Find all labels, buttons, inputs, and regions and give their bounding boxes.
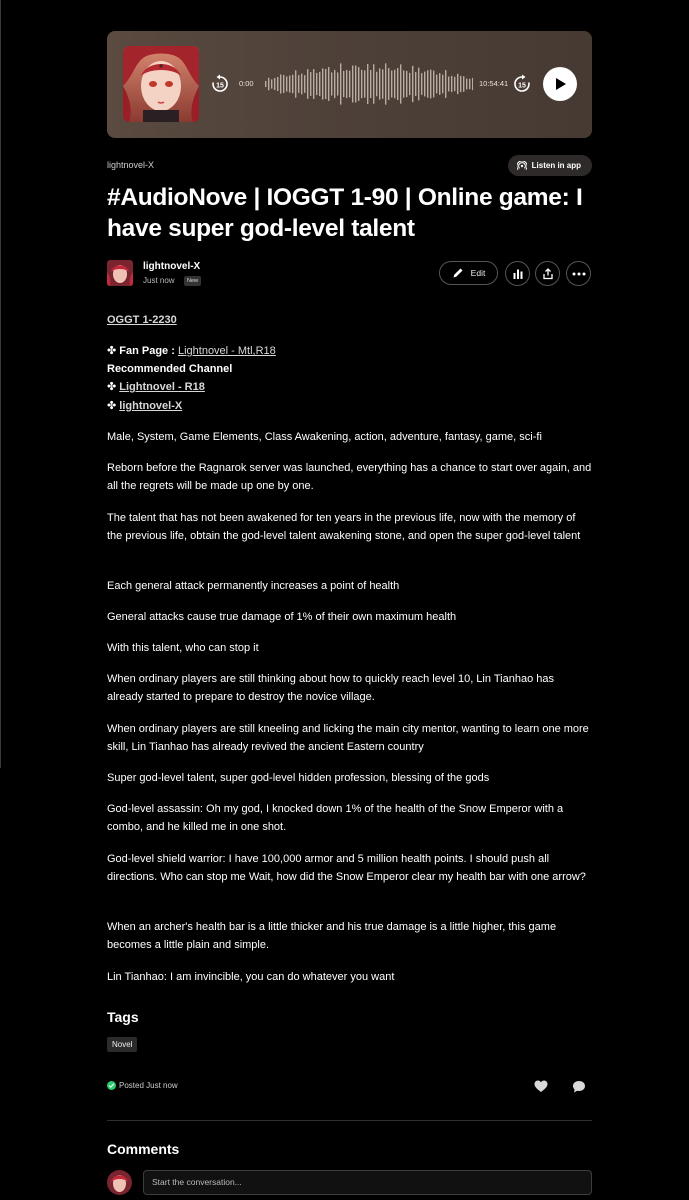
waveform-bar — [346, 70, 347, 98]
waveform-bar — [409, 73, 410, 95]
user-avatar — [107, 1170, 132, 1195]
waveform-bar — [412, 66, 413, 102]
fan-page-line — [107, 342, 592, 360]
waveform-bar — [298, 75, 299, 93]
more-options-button[interactable] — [566, 261, 591, 286]
waveform-bar — [433, 71, 434, 98]
paragraph: With this talent, who can stop it — [107, 642, 259, 654]
paragraph: Lin Tianhao: I am invincible, you can do whatever you want — [107, 971, 395, 983]
waveform-bar — [295, 70, 296, 97]
waveform-bar — [439, 73, 440, 95]
waveform-bar — [268, 78, 269, 91]
waveform-bar — [472, 78, 473, 90]
edit-label: Edit — [470, 268, 486, 278]
waveform-bar — [421, 73, 422, 95]
recommended-line-2 — [107, 397, 592, 415]
waveform-bar — [379, 68, 380, 99]
waveform-bar — [436, 75, 437, 94]
waveform-bar — [388, 68, 389, 100]
waveform-bar — [307, 69, 308, 99]
waveform-bar — [469, 79, 470, 89]
stats-button[interactable] — [505, 261, 530, 286]
waveform-bar — [445, 70, 446, 98]
recommended-line-1 — [107, 378, 592, 396]
series-link[interactable]: OGGT 1-2230 — [107, 314, 177, 326]
waveform-bar — [274, 78, 275, 90]
waveform-bar — [361, 70, 362, 98]
rec2-link[interactable]: lightnovel-X — [119, 400, 183, 412]
waveform-bar — [406, 71, 407, 97]
waveform-bar — [322, 68, 323, 99]
paragraph: Reborn before the Ragnarok server was launched, everything has a chance to start over again, and all the regrets will be made up one by one. — [107, 462, 592, 493]
posted-label: Posted Just now — [119, 1081, 178, 1090]
waveform-bar — [373, 64, 374, 103]
paragraph: When an archer's health bar is a little thicker and his true damage is a little higher, this game becomes a little plain and simple. — [107, 921, 557, 952]
waveform-bar — [310, 72, 311, 96]
tag-novel[interactable]: Novel — [107, 1037, 137, 1052]
post-title: #AudioNove | IOGGT 1-90 | Online game: I have super god-level talent — [107, 184, 583, 242]
listen-in-app-label: Listen in app — [531, 161, 581, 170]
rec1-prefix: ✤ — [107, 381, 117, 393]
waveform-bar — [286, 76, 287, 91]
waveform-bar — [283, 75, 284, 93]
waveform-bar — [340, 63, 341, 104]
svg-text:15: 15 — [518, 82, 526, 90]
waveform-bar — [352, 65, 353, 102]
pencil-icon — [452, 267, 464, 279]
waveform-bar — [430, 70, 431, 99]
posted-status — [107, 1081, 178, 1090]
waveform-bar — [397, 68, 398, 100]
divider — [107, 1120, 592, 1121]
paragraph: God-level assassin: Oh my god, I knocked down 1% of the health of the Snow Emperor with a combo, and he killed me in one shot. — [107, 803, 564, 834]
waveform-bar — [460, 76, 461, 92]
total-time: 10:54:41 — [479, 79, 509, 88]
rec2-prefix: ✤ — [107, 400, 117, 412]
waveform-bar — [427, 70, 428, 98]
fan-page-label: ✤ Fan Page : — [107, 345, 175, 357]
waveform-bar — [463, 76, 464, 92]
waveform-bar — [376, 72, 377, 96]
waveform-bar — [382, 69, 383, 98]
waveform-bar — [442, 75, 443, 94]
waveform-bar — [331, 72, 332, 95]
waveform-bar — [418, 68, 419, 101]
waveform-bar — [319, 72, 320, 96]
waveform-bar — [457, 74, 458, 94]
waveform-bar — [289, 75, 290, 92]
waveform-bar — [415, 72, 416, 96]
waveform-bar — [391, 71, 392, 98]
paragraph: General attacks cause true damage of 1% of their own maximum health — [107, 611, 457, 623]
paragraph: When ordinary players are still thinking about how to quickly reach level 10, Lin Tianhao has already started to prepare to destroy the novice village. — [107, 673, 554, 704]
waveform-bar — [337, 72, 338, 95]
waveform-bar — [292, 75, 293, 94]
waveform-bar — [424, 72, 425, 97]
waveform-bar — [325, 69, 326, 99]
share-icon — [542, 268, 554, 280]
tags-heading: Tags — [107, 1009, 139, 1025]
waveform-scrubber[interactable] — [265, 61, 473, 107]
fan-page-link[interactable]: Lightnovel - Mtl,R18 — [177, 345, 276, 357]
publication-name[interactable]: lightnovel-X — [107, 160, 155, 170]
post-time: Just now — [143, 276, 175, 285]
waveform-bar — [394, 70, 395, 99]
audio-player — [107, 31, 592, 138]
waveform-bar — [334, 70, 335, 98]
waveform-bar — [343, 71, 344, 97]
paragraph: Male, System, Game Elements, Class Awakening, action, adventure, fantasy, game, sci-fi — [107, 431, 542, 443]
waveform-bar — [403, 70, 404, 97]
current-time: 0:00 — [239, 79, 254, 88]
left-edge-line — [0, 0, 1, 768]
waveform-bar — [301, 74, 302, 95]
waveform-bar — [358, 67, 359, 101]
comment-button[interactable] — [572, 1080, 586, 1099]
check-circle-icon — [107, 1081, 116, 1090]
waveform-bar — [271, 79, 272, 88]
waveform-bar — [385, 63, 386, 104]
listen-in-app-button[interactable] — [508, 155, 592, 176]
waveform-bar — [448, 77, 449, 92]
waveform-bar — [370, 70, 371, 98]
waveform-bar — [364, 70, 365, 97]
waveform-bar — [355, 66, 356, 103]
new-badge: New — [184, 276, 201, 286]
author-name[interactable]: lightnovel-X — [143, 261, 201, 272]
waveform-bar — [277, 77, 278, 91]
recommended-heading: Recommended Channel — [107, 363, 233, 375]
waveform-bar — [451, 76, 452, 92]
waveform-bar — [265, 81, 266, 87]
more-icon — [572, 272, 586, 276]
paragraph: Super god-level talent, super god-level hidden profession, blessing of the gods — [107, 772, 490, 784]
paragraph: The talent that has not been awakened for ten years in the previous life, now with the memory of the previous life, obtain the god-level talent awakening stone, and open the super god-level talent — [107, 512, 581, 543]
paragraph: Each general attack permanently increases a point of health — [107, 580, 400, 592]
paragraph: When ordinary players are still kneeling and licking the main city mentor, wanting to learn one more skill, Lin Tianhao has already revived the ancient Eastern country — [107, 723, 589, 754]
paragraph: God-level shield warrior: I have 100,000 armor and 5 million health points. I should push all directions. Who can stop me Wait, how did the Snow Emperor clear my health bar with one arrow? — [107, 853, 586, 884]
comments-heading: Comments — [107, 1141, 180, 1157]
author-avatar[interactable] — [107, 260, 133, 286]
waveform-bar — [280, 74, 281, 93]
cover-art-image — [123, 46, 199, 122]
bar-chart-icon — [512, 268, 524, 280]
comment-icon — [572, 1080, 586, 1094]
share-button[interactable] — [535, 261, 560, 286]
waveform-bar — [328, 67, 329, 101]
svg-text:15: 15 — [216, 82, 224, 90]
waveform-bar — [400, 64, 401, 103]
edit-button[interactable] — [439, 261, 498, 285]
waveform-bar — [349, 71, 350, 98]
rec1-link[interactable]: Lightnovel - R18 — [119, 381, 205, 393]
waveform-bar — [367, 64, 368, 104]
waveform-bar — [466, 79, 467, 90]
play-button[interactable] — [543, 67, 577, 101]
waveform-bar — [304, 75, 305, 93]
comment-input[interactable]: Start the conversation... — [143, 1170, 592, 1195]
skip-back-15-icon[interactable] — [210, 74, 230, 94]
waveform-bar — [454, 77, 455, 91]
play-icon — [553, 77, 567, 91]
podcast-icon — [517, 161, 527, 171]
skip-forward-15-icon[interactable] — [512, 74, 532, 94]
series-link-line — [107, 311, 592, 329]
like-button[interactable] — [534, 1080, 548, 1098]
waveform-bar — [313, 69, 314, 99]
heart-icon — [534, 1080, 548, 1093]
waveform-bar — [316, 73, 317, 95]
